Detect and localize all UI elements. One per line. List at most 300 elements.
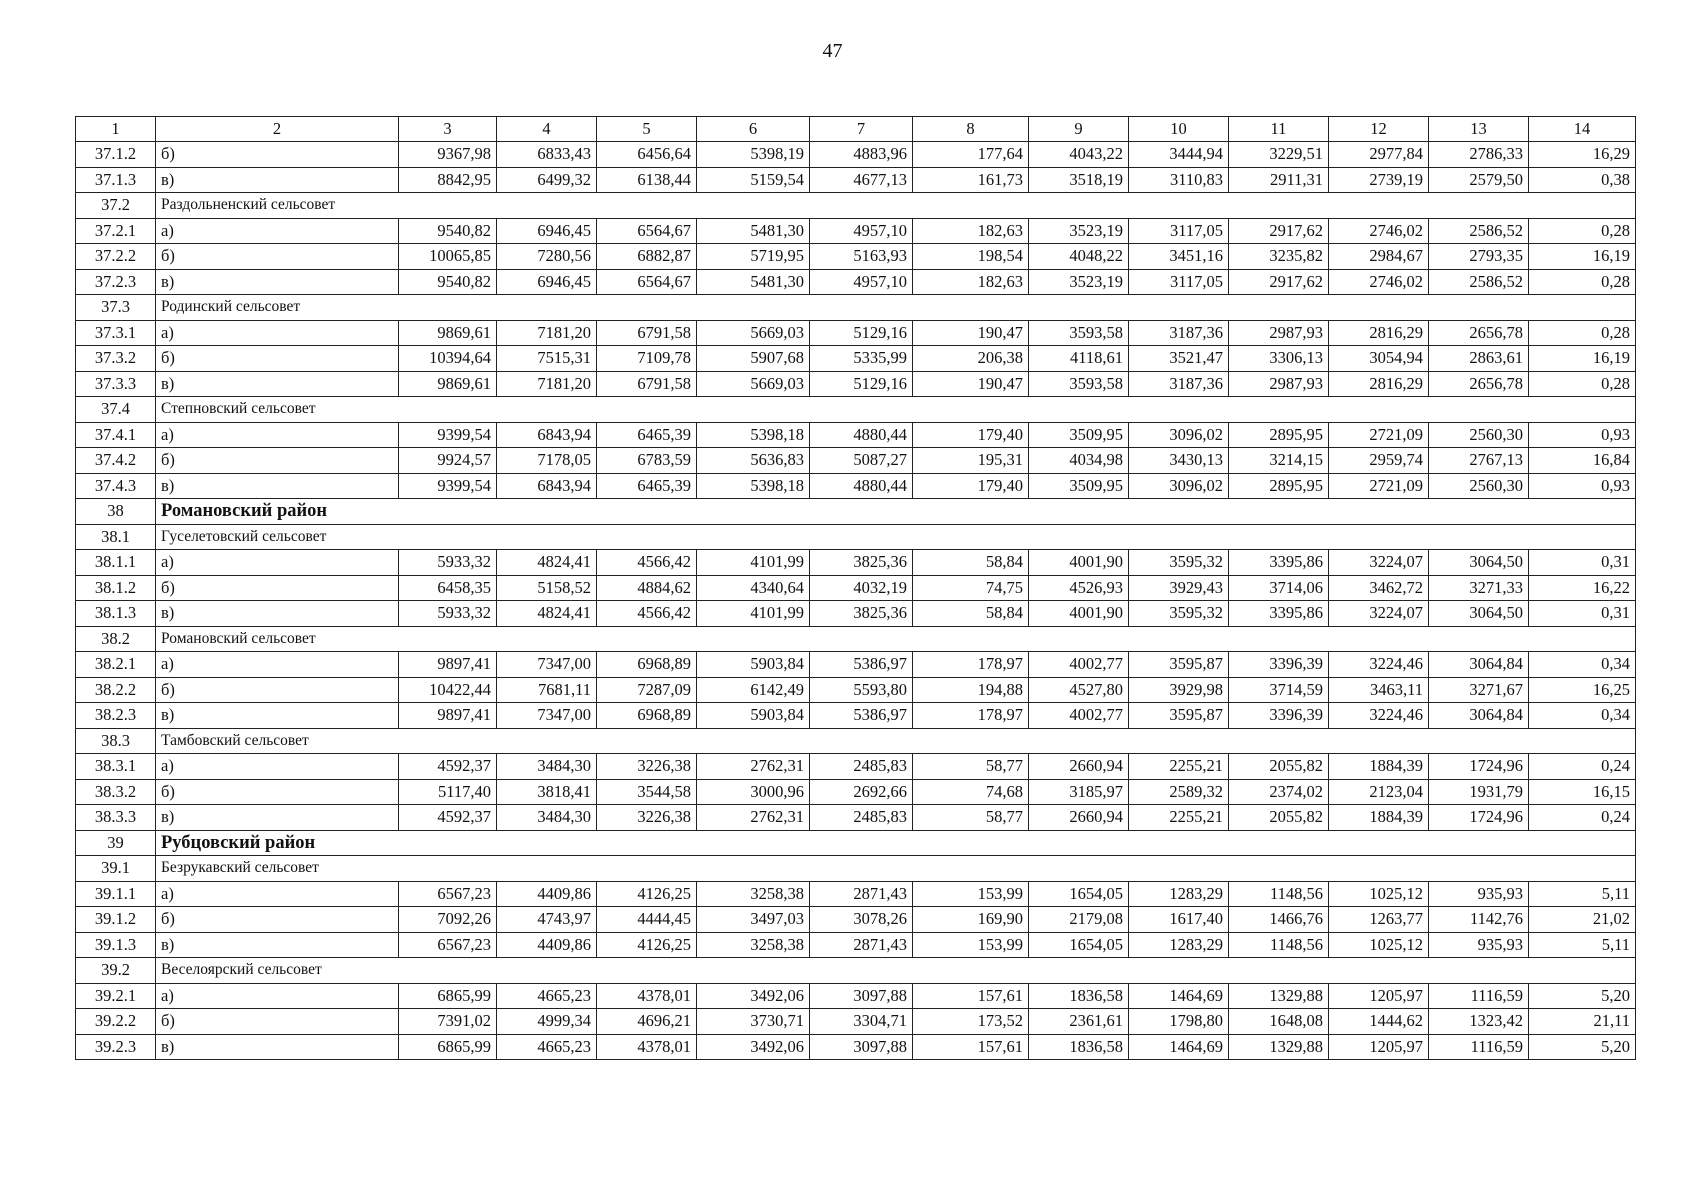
table-cell: 4378,01	[597, 983, 697, 1009]
column-header: 8	[913, 117, 1029, 142]
table-cell: 3929,98	[1129, 677, 1229, 703]
row-code: 38.2	[76, 626, 156, 652]
table-cell: 2361,61	[1029, 1009, 1129, 1035]
column-header: 10	[1129, 117, 1229, 142]
table-cell: 6783,59	[597, 448, 697, 474]
table-cell: 6564,67	[597, 269, 697, 295]
table-cell: 7515,31	[497, 346, 597, 372]
table-cell: 2762,31	[697, 754, 810, 780]
table-cell: 2721,09	[1329, 473, 1429, 499]
table-cell: 9399,54	[399, 473, 497, 499]
row-option: а)	[156, 422, 399, 448]
table-cell: 4696,21	[597, 1009, 697, 1035]
table-cell: 5481,30	[697, 269, 810, 295]
table-cell: 2255,21	[1129, 754, 1229, 780]
table-cell: 5933,32	[399, 550, 497, 576]
table-cell: 6865,99	[399, 983, 497, 1009]
row-code: 39.2.2	[76, 1009, 156, 1035]
table-cell: 4002,77	[1029, 703, 1129, 729]
table-cell: 6968,89	[597, 703, 697, 729]
table-cell: 3304,71	[810, 1009, 913, 1035]
table-cell: 58,84	[913, 550, 1029, 576]
table-cell: 6843,94	[497, 473, 597, 499]
table-cell: 1116,59	[1429, 983, 1529, 1009]
column-header: 5	[597, 117, 697, 142]
table-cell: 2871,43	[810, 932, 913, 958]
table-cell: 3523,19	[1029, 269, 1129, 295]
row-code: 37.3	[76, 295, 156, 321]
row-code: 37.2.1	[76, 218, 156, 244]
table-cell: 3096,02	[1129, 422, 1229, 448]
table-cell: 2895,95	[1229, 473, 1329, 499]
table-cell: 0,28	[1529, 269, 1636, 295]
table-cell: 0,93	[1529, 422, 1636, 448]
table-cell: 6946,45	[497, 218, 597, 244]
table-cell: 4002,77	[1029, 652, 1129, 678]
table-cell: 2987,93	[1229, 320, 1329, 346]
table-row	[76, 320, 1636, 346]
table-cell: 3730,71	[697, 1009, 810, 1035]
table-cell: 3226,38	[597, 754, 697, 780]
table-cell: 3187,36	[1129, 371, 1229, 397]
row-option: а)	[156, 218, 399, 244]
table-cell: 1025,12	[1329, 881, 1429, 907]
table-cell: 2374,02	[1229, 779, 1329, 805]
table-cell: 5398,18	[697, 422, 810, 448]
row-code: 38.3.1	[76, 754, 156, 780]
table-cell: 3078,26	[810, 907, 913, 933]
table-cell: 198,54	[913, 244, 1029, 270]
table-cell: 3521,47	[1129, 346, 1229, 372]
table-cell: 6968,89	[597, 652, 697, 678]
table-cell: 179,40	[913, 422, 1029, 448]
table-cell: 5903,84	[697, 703, 810, 729]
table-cell: 1724,96	[1429, 754, 1529, 780]
table-cell: 2656,78	[1429, 371, 1529, 397]
table-cell: 5,11	[1529, 881, 1636, 907]
table-cell: 178,97	[913, 652, 1029, 678]
table-cell: 182,63	[913, 218, 1029, 244]
table-cell: 3185,97	[1029, 779, 1129, 805]
table-cell: 1025,12	[1329, 932, 1429, 958]
table-cell: 2055,82	[1229, 754, 1329, 780]
table-cell: 0,24	[1529, 754, 1636, 780]
table-cell: 6567,23	[399, 881, 497, 907]
table-cell: 4118,61	[1029, 346, 1129, 372]
table-cell: 5933,32	[399, 601, 497, 627]
table-cell: 9897,41	[399, 652, 497, 678]
table-cell: 1617,40	[1129, 907, 1229, 933]
table-cell: 157,61	[913, 1034, 1029, 1060]
column-header: 9	[1029, 117, 1129, 142]
table-row	[76, 371, 1636, 397]
tariff-table	[75, 116, 1636, 1060]
table-cell: 2917,62	[1229, 269, 1329, 295]
table-cell: 153,99	[913, 932, 1029, 958]
table-cell: 16,22	[1529, 575, 1636, 601]
council-name: Веселоярский сельсовет	[156, 958, 1636, 984]
table-cell: 16,19	[1529, 346, 1636, 372]
table-cell: 0,31	[1529, 601, 1636, 627]
column-header: 14	[1529, 117, 1636, 142]
table-cell: 169,90	[913, 907, 1029, 933]
table-cell: 5163,93	[810, 244, 913, 270]
table-cell: 7287,09	[597, 677, 697, 703]
table-cell: 4665,23	[497, 1034, 597, 1060]
table-cell: 3484,30	[497, 805, 597, 831]
table-cell: 2793,35	[1429, 244, 1529, 270]
table-cell: 3595,32	[1129, 601, 1229, 627]
table-cell: 16,29	[1529, 142, 1636, 168]
table-row	[76, 142, 1636, 168]
table-cell: 74,75	[913, 575, 1029, 601]
row-option: а)	[156, 550, 399, 576]
table-cell: 194,88	[913, 677, 1029, 703]
table-cell: 3224,07	[1329, 601, 1429, 627]
table-cell: 0,31	[1529, 550, 1636, 576]
table-cell: 0,93	[1529, 473, 1636, 499]
table-cell: 4566,42	[597, 550, 697, 576]
row-option: б)	[156, 244, 399, 270]
table-row	[76, 244, 1636, 270]
table-cell: 2911,31	[1229, 167, 1329, 193]
table-cell: 6458,35	[399, 575, 497, 601]
row-option: в)	[156, 805, 399, 831]
table-cell: 7391,02	[399, 1009, 497, 1035]
table-cell: 7347,00	[497, 703, 597, 729]
table-cell: 5636,83	[697, 448, 810, 474]
table-cell: 4101,99	[697, 550, 810, 576]
table-cell: 5398,19	[697, 142, 810, 168]
table-cell: 3396,39	[1229, 652, 1329, 678]
table-cell: 2055,82	[1229, 805, 1329, 831]
row-option: а)	[156, 983, 399, 1009]
table-cell: 4032,19	[810, 575, 913, 601]
column-header: 11	[1229, 117, 1329, 142]
table-cell: 3000,96	[697, 779, 810, 805]
table-cell: 6567,23	[399, 932, 497, 958]
table-cell: 6465,39	[597, 473, 697, 499]
row-code: 37.1.3	[76, 167, 156, 193]
table-cell: 6142,49	[697, 677, 810, 703]
table-cell: 2589,32	[1129, 779, 1229, 805]
table-cell: 3258,38	[697, 881, 810, 907]
row-code: 37.2.3	[76, 269, 156, 295]
table-cell: 16,15	[1529, 779, 1636, 805]
table-row	[76, 779, 1636, 805]
table-cell: 3825,36	[810, 550, 913, 576]
row-option: а)	[156, 754, 399, 780]
row-code: 37.4.3	[76, 473, 156, 499]
table-cell: 0,24	[1529, 805, 1636, 831]
table-cell: 4884,62	[597, 575, 697, 601]
table-cell: 0,28	[1529, 320, 1636, 346]
table-cell: 4824,41	[497, 601, 597, 627]
table-cell: 1931,79	[1429, 779, 1529, 805]
table-cell: 178,97	[913, 703, 1029, 729]
table-cell: 161,73	[913, 167, 1029, 193]
table-cell: 4665,23	[497, 983, 597, 1009]
table-row	[76, 601, 1636, 627]
table-cell: 3064,50	[1429, 601, 1529, 627]
row-code: 39.2.1	[76, 983, 156, 1009]
table-cell: 6138,44	[597, 167, 697, 193]
table-cell: 3395,86	[1229, 601, 1329, 627]
row-code: 39	[76, 830, 156, 856]
table-cell: 2977,84	[1329, 142, 1429, 168]
council-name: Раздольненский сельсовет	[156, 193, 1636, 219]
table-cell: 5669,03	[697, 320, 810, 346]
column-header: 3	[399, 117, 497, 142]
council-name: Гуселетовский сельсовет	[156, 524, 1636, 550]
row-code: 38.2.3	[76, 703, 156, 729]
table-cell: 6946,45	[497, 269, 597, 295]
table-cell: 1654,05	[1029, 932, 1129, 958]
table-cell: 206,38	[913, 346, 1029, 372]
table-cell: 9367,98	[399, 142, 497, 168]
table-cell: 173,52	[913, 1009, 1029, 1035]
table-cell: 2560,30	[1429, 422, 1529, 448]
table-row	[76, 703, 1636, 729]
table-cell: 5719,95	[697, 244, 810, 270]
table-cell: 6564,67	[597, 218, 697, 244]
table-cell: 7092,26	[399, 907, 497, 933]
table-cell: 2485,83	[810, 754, 913, 780]
table-row	[76, 907, 1636, 933]
table-cell: 7109,78	[597, 346, 697, 372]
table-cell: 0,28	[1529, 218, 1636, 244]
table-cell: 3064,50	[1429, 550, 1529, 576]
table-cell: 2746,02	[1329, 218, 1429, 244]
row-option: в)	[156, 269, 399, 295]
table-cell: 1836,58	[1029, 1034, 1129, 1060]
table-cell: 4566,42	[597, 601, 697, 627]
table-cell: 2786,33	[1429, 142, 1529, 168]
row-option: б)	[156, 448, 399, 474]
table-cell: 935,93	[1429, 881, 1529, 907]
table-cell: 4883,96	[810, 142, 913, 168]
table-cell: 6465,39	[597, 422, 697, 448]
table-cell: 16,84	[1529, 448, 1636, 474]
council-row	[76, 626, 1636, 652]
table-cell: 6499,32	[497, 167, 597, 193]
table-cell: 5335,99	[810, 346, 913, 372]
table-row	[76, 677, 1636, 703]
table-cell: 935,93	[1429, 932, 1529, 958]
row-option: б)	[156, 779, 399, 805]
row-code: 38.3.2	[76, 779, 156, 805]
table-body	[76, 117, 1636, 1060]
table-cell: 179,40	[913, 473, 1029, 499]
table-cell: 3714,06	[1229, 575, 1329, 601]
table-cell: 8842,95	[399, 167, 497, 193]
table-cell: 2863,61	[1429, 346, 1529, 372]
table-cell: 5129,16	[810, 371, 913, 397]
table-cell: 2959,74	[1329, 448, 1429, 474]
table-cell: 2721,09	[1329, 422, 1429, 448]
table-cell: 9869,61	[399, 320, 497, 346]
table-cell: 4043,22	[1029, 142, 1129, 168]
table-cell: 2871,43	[810, 881, 913, 907]
column-header: 12	[1329, 117, 1429, 142]
table-cell: 3430,13	[1129, 448, 1229, 474]
table-cell: 4743,97	[497, 907, 597, 933]
row-option: в)	[156, 601, 399, 627]
table-cell: 3593,58	[1029, 371, 1129, 397]
table-cell: 3818,41	[497, 779, 597, 805]
table-cell: 0,34	[1529, 652, 1636, 678]
table-cell: 3509,95	[1029, 422, 1129, 448]
row-code: 38.1	[76, 524, 156, 550]
table-row	[76, 550, 1636, 576]
table-cell: 5,20	[1529, 1034, 1636, 1060]
table-cell: 1464,69	[1129, 983, 1229, 1009]
table-cell: 3451,16	[1129, 244, 1229, 270]
table-cell: 1205,97	[1329, 1034, 1429, 1060]
row-code: 39.1.2	[76, 907, 156, 933]
row-code: 37.4	[76, 397, 156, 423]
table-cell: 3054,94	[1329, 346, 1429, 372]
table-cell: 4880,44	[810, 422, 913, 448]
row-code: 38.2.2	[76, 677, 156, 703]
table-cell: 153,99	[913, 881, 1029, 907]
table-cell: 3497,03	[697, 907, 810, 933]
table-cell: 4101,99	[697, 601, 810, 627]
table-cell: 9399,54	[399, 422, 497, 448]
council-row	[76, 728, 1636, 754]
table-cell: 3444,94	[1129, 142, 1229, 168]
council-row	[76, 856, 1636, 882]
table-cell: 74,68	[913, 779, 1029, 805]
table-cell: 2895,95	[1229, 422, 1329, 448]
table-cell: 4001,90	[1029, 550, 1129, 576]
row-code: 37.2	[76, 193, 156, 219]
table-cell: 21,11	[1529, 1009, 1636, 1035]
table-cell: 1329,88	[1229, 983, 1329, 1009]
table-cell: 5,20	[1529, 983, 1636, 1009]
row-code: 37.4.1	[76, 422, 156, 448]
table-cell: 3825,36	[810, 601, 913, 627]
row-option: а)	[156, 320, 399, 346]
row-code: 39.1.1	[76, 881, 156, 907]
table-cell: 3484,30	[497, 754, 597, 780]
table-cell: 9869,61	[399, 371, 497, 397]
table-row	[76, 448, 1636, 474]
table-cell: 9540,82	[399, 269, 497, 295]
table-cell: 3064,84	[1429, 703, 1529, 729]
table-row	[76, 1034, 1636, 1060]
table-cell: 1142,76	[1429, 907, 1529, 933]
row-code: 37.4.2	[76, 448, 156, 474]
table-cell: 7181,20	[497, 320, 597, 346]
table-cell: 4592,37	[399, 805, 497, 831]
table-cell: 3463,11	[1329, 677, 1429, 703]
table-cell: 1148,56	[1229, 932, 1329, 958]
table-cell: 3226,38	[597, 805, 697, 831]
row-option: а)	[156, 881, 399, 907]
table-row	[76, 805, 1636, 831]
row-option: а)	[156, 652, 399, 678]
district-row	[76, 830, 1636, 856]
district-name: Романовский район	[156, 499, 1636, 525]
table-cell: 6456,64	[597, 142, 697, 168]
table-row	[76, 346, 1636, 372]
table-cell: 1654,05	[1029, 881, 1129, 907]
table-cell: 3271,67	[1429, 677, 1529, 703]
table-cell: 3523,19	[1029, 218, 1129, 244]
table-cell: 16,25	[1529, 677, 1636, 703]
table-cell: 9897,41	[399, 703, 497, 729]
table-cell: 1798,80	[1129, 1009, 1229, 1035]
table-row	[76, 983, 1636, 1009]
row-code: 37.2.2	[76, 244, 156, 270]
table-cell: 1466,76	[1229, 907, 1329, 933]
row-option: в)	[156, 932, 399, 958]
row-option: б)	[156, 575, 399, 601]
table-cell: 3097,88	[810, 1034, 913, 1060]
table-cell: 3509,95	[1029, 473, 1129, 499]
table-cell: 1283,29	[1129, 932, 1229, 958]
row-option: в)	[156, 167, 399, 193]
column-header: 2	[156, 117, 399, 142]
row-option: б)	[156, 142, 399, 168]
table-cell: 7681,11	[497, 677, 597, 703]
table-cell: 2660,94	[1029, 805, 1129, 831]
table-cell: 0,38	[1529, 167, 1636, 193]
table-cell: 3096,02	[1129, 473, 1229, 499]
table-cell: 6882,87	[597, 244, 697, 270]
table-cell: 3117,05	[1129, 269, 1229, 295]
council-name: Степновский сельсовет	[156, 397, 1636, 423]
table-cell: 3518,19	[1029, 167, 1129, 193]
table-cell: 5481,30	[697, 218, 810, 244]
table-cell: 3395,86	[1229, 550, 1329, 576]
table-cell: 0,34	[1529, 703, 1636, 729]
table-cell: 4126,25	[597, 932, 697, 958]
table-cell: 6791,58	[597, 371, 697, 397]
table-cell: 4444,45	[597, 907, 697, 933]
table-cell: 3064,84	[1429, 652, 1529, 678]
table-cell: 7347,00	[497, 652, 597, 678]
table-cell: 4048,22	[1029, 244, 1129, 270]
table-cell: 3462,72	[1329, 575, 1429, 601]
table-cell: 1836,58	[1029, 983, 1129, 1009]
table-cell: 157,61	[913, 983, 1029, 1009]
table-cell: 1205,97	[1329, 983, 1429, 1009]
table-row	[76, 218, 1636, 244]
table-cell: 3224,46	[1329, 652, 1429, 678]
table-cell: 3110,83	[1129, 167, 1229, 193]
row-option: в)	[156, 371, 399, 397]
table-cell: 58,77	[913, 754, 1029, 780]
table-cell: 58,84	[913, 601, 1029, 627]
table-cell: 10394,64	[399, 346, 497, 372]
table-cell: 9540,82	[399, 218, 497, 244]
table-cell: 2816,29	[1329, 371, 1429, 397]
table-row	[76, 1009, 1636, 1035]
table-cell: 4409,86	[497, 881, 597, 907]
column-header: 6	[697, 117, 810, 142]
table-cell: 4378,01	[597, 1034, 697, 1060]
table-cell: 21,02	[1529, 907, 1636, 933]
table-cell: 4340,64	[697, 575, 810, 601]
table-cell: 1464,69	[1129, 1034, 1229, 1060]
table-cell: 2984,67	[1329, 244, 1429, 270]
table-cell: 5398,18	[697, 473, 810, 499]
table-cell: 3117,05	[1129, 218, 1229, 244]
column-header: 4	[497, 117, 597, 142]
column-header: 13	[1429, 117, 1529, 142]
